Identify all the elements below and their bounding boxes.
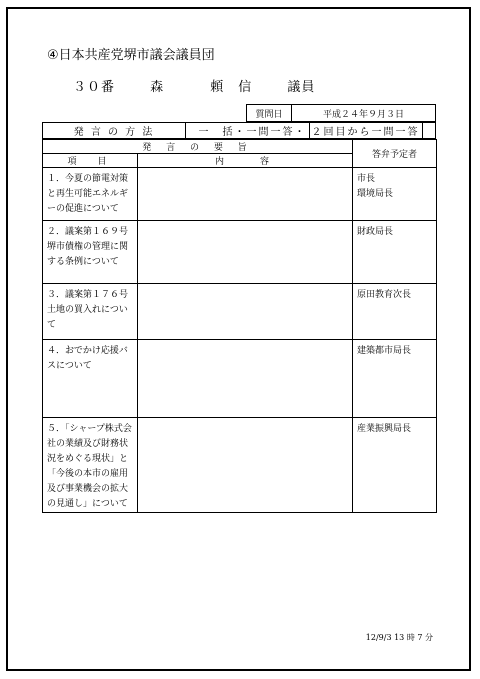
row-responder: [353, 418, 437, 513]
speech-method-options: [186, 123, 435, 138]
table-row: [43, 340, 437, 418]
speech-method-label: 発 言 の 方 法: [43, 123, 186, 138]
member-number: ３０番: [73, 80, 116, 95]
question-date-label: 質問日: [247, 105, 292, 121]
row-item: １．今夏の節電対策と再生可能エネルギーの促進について: [43, 168, 138, 221]
responder: 財政局長: [357, 227, 394, 237]
row-item: ５．「シャープ株式会社の業績及び財務状況をめぐる現状」と「今後の本市の雇用及び事業機会の拡大の見通し」について: [43, 418, 138, 513]
header-responder: 答弁予定者: [353, 140, 437, 168]
table-row: [43, 168, 437, 221]
speech-method-choices: 一 括・一問一答・: [198, 127, 307, 138]
header-content: 内 容: [138, 154, 353, 168]
row-content: [138, 418, 353, 513]
row-content: [138, 221, 353, 284]
row-content: [138, 340, 353, 418]
responder: 原田教育次長: [357, 290, 412, 300]
party-name: ④日本共産党堺市議会議員団: [47, 48, 215, 63]
member-title: 議員: [287, 80, 316, 95]
table-row: [43, 221, 437, 284]
row-content: [138, 168, 353, 221]
row-responder: [353, 284, 437, 340]
member-name-1: 森: [150, 80, 165, 95]
responder: 建築都市局長: [357, 346, 412, 356]
responder: 産業振興局長: [357, 424, 412, 434]
responder: 市長: [357, 174, 376, 184]
row-responder: [353, 221, 437, 284]
row-responder: [353, 168, 437, 221]
member-name-2: 頼 信: [210, 80, 253, 95]
speech-summary-table: [42, 139, 437, 513]
speech-method-selected: ２回目から一問一答: [309, 122, 423, 139]
question-date-value: 平成２４年９月３日: [322, 109, 404, 120]
speech-method-row: [42, 122, 436, 139]
row-item: ３．議案第１７６号 土地の買入れについて: [43, 284, 138, 340]
table-row: [43, 284, 437, 340]
row-content: [138, 284, 353, 340]
timestamp: 12/9/3 13 時 7 分: [365, 633, 433, 642]
header-summary: 発 言 の 要 旨: [43, 140, 353, 154]
member-line: [73, 81, 315, 94]
row-responder: [353, 340, 437, 418]
table-row: [43, 418, 437, 513]
question-date-box: [246, 104, 436, 122]
row-item: ２．議案第１６９号 堺市債権の管理に関する条例について: [43, 221, 138, 284]
responder: 環境局長: [357, 189, 394, 199]
row-item: ４．おでかけ応援バスについて: [43, 340, 138, 418]
header-item: 項 目: [43, 154, 138, 168]
